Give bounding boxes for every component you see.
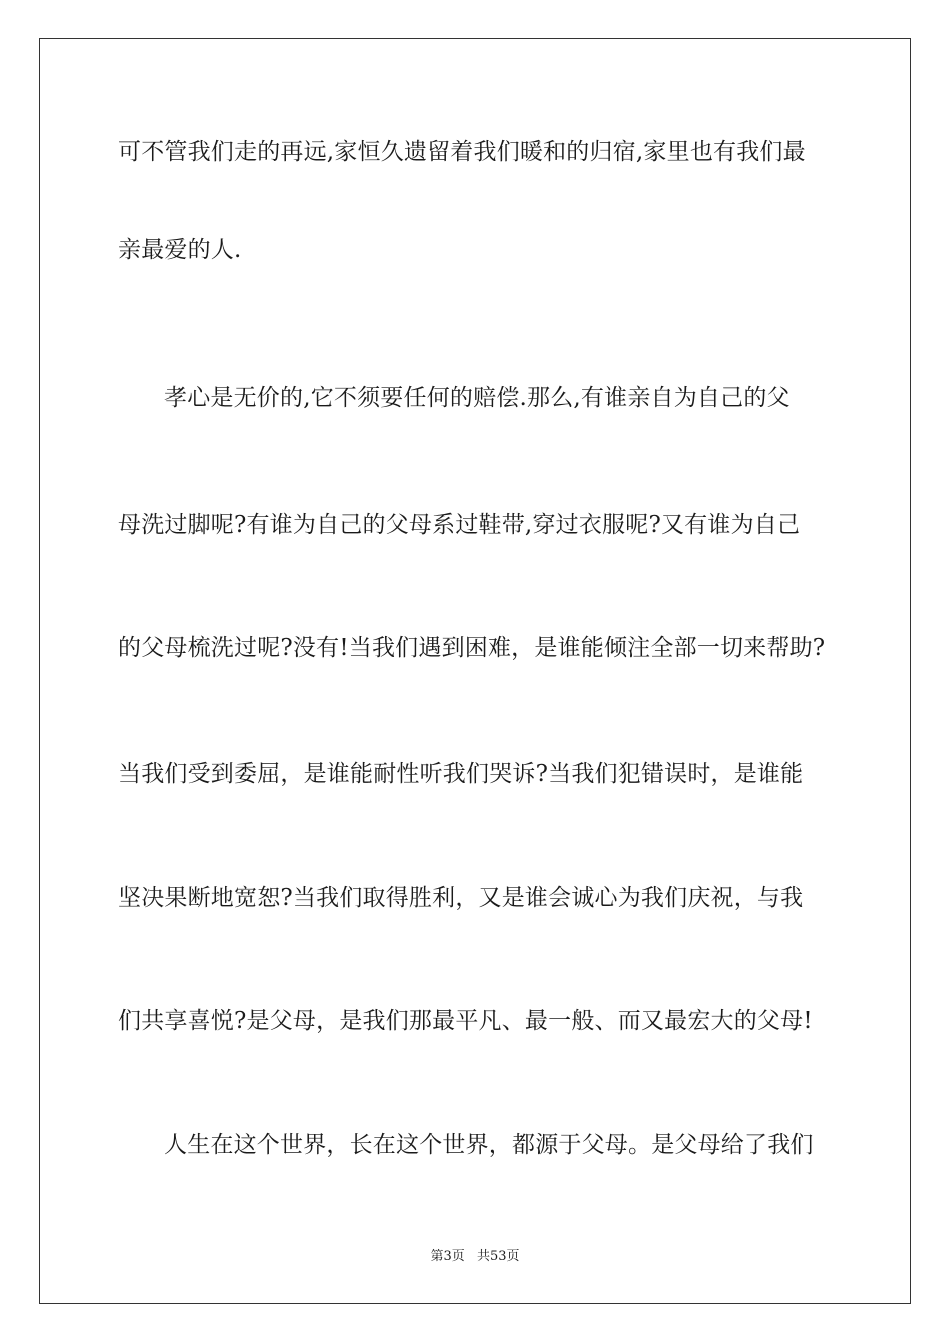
paragraph-line-4: 母洗过脚呢?有谁为自己的父母系过鞋带,穿过衣服呢?又有谁为自己: [118, 512, 801, 538]
paragraph-line-1: 可不管我们走的再远,家恒久遗留着我们暖和的归宿,家里也有我们最: [118, 139, 806, 165]
paragraph-line-8: 们共享喜悦?是父母，是我们那最平凡、最一般、而又最宏大的父母!: [118, 1008, 813, 1034]
paragraph-line-3: 孝心是无价的,它不须要任何的赔偿.那么,有谁亲自为自己的父: [164, 385, 790, 411]
page-number: 第3页: [430, 1249, 465, 1264]
paragraph-line-6: 当我们受到委屈，是谁能耐性听我们哭诉?当我们犯错误时，是谁能: [118, 761, 804, 787]
paragraph-line-2: 亲最爱的人.: [118, 237, 242, 263]
page-total: 共53页: [476, 1249, 520, 1264]
page-border: [39, 38, 911, 1304]
paragraph-line-5: 的父母梳洗过呢?没有!当我们遇到困难，是谁能倾注全部一切来帮助?: [118, 635, 826, 661]
paragraph-line-7: 坚决果断地宽恕?当我们取得胜利，又是谁会诚心为我们庆祝，与我: [118, 885, 804, 911]
page-footer: [0, 1248, 950, 1266]
paragraph-line-9: 人生在这个世界，长在这个世界，都源于父母。是父母给了我们: [164, 1132, 814, 1158]
